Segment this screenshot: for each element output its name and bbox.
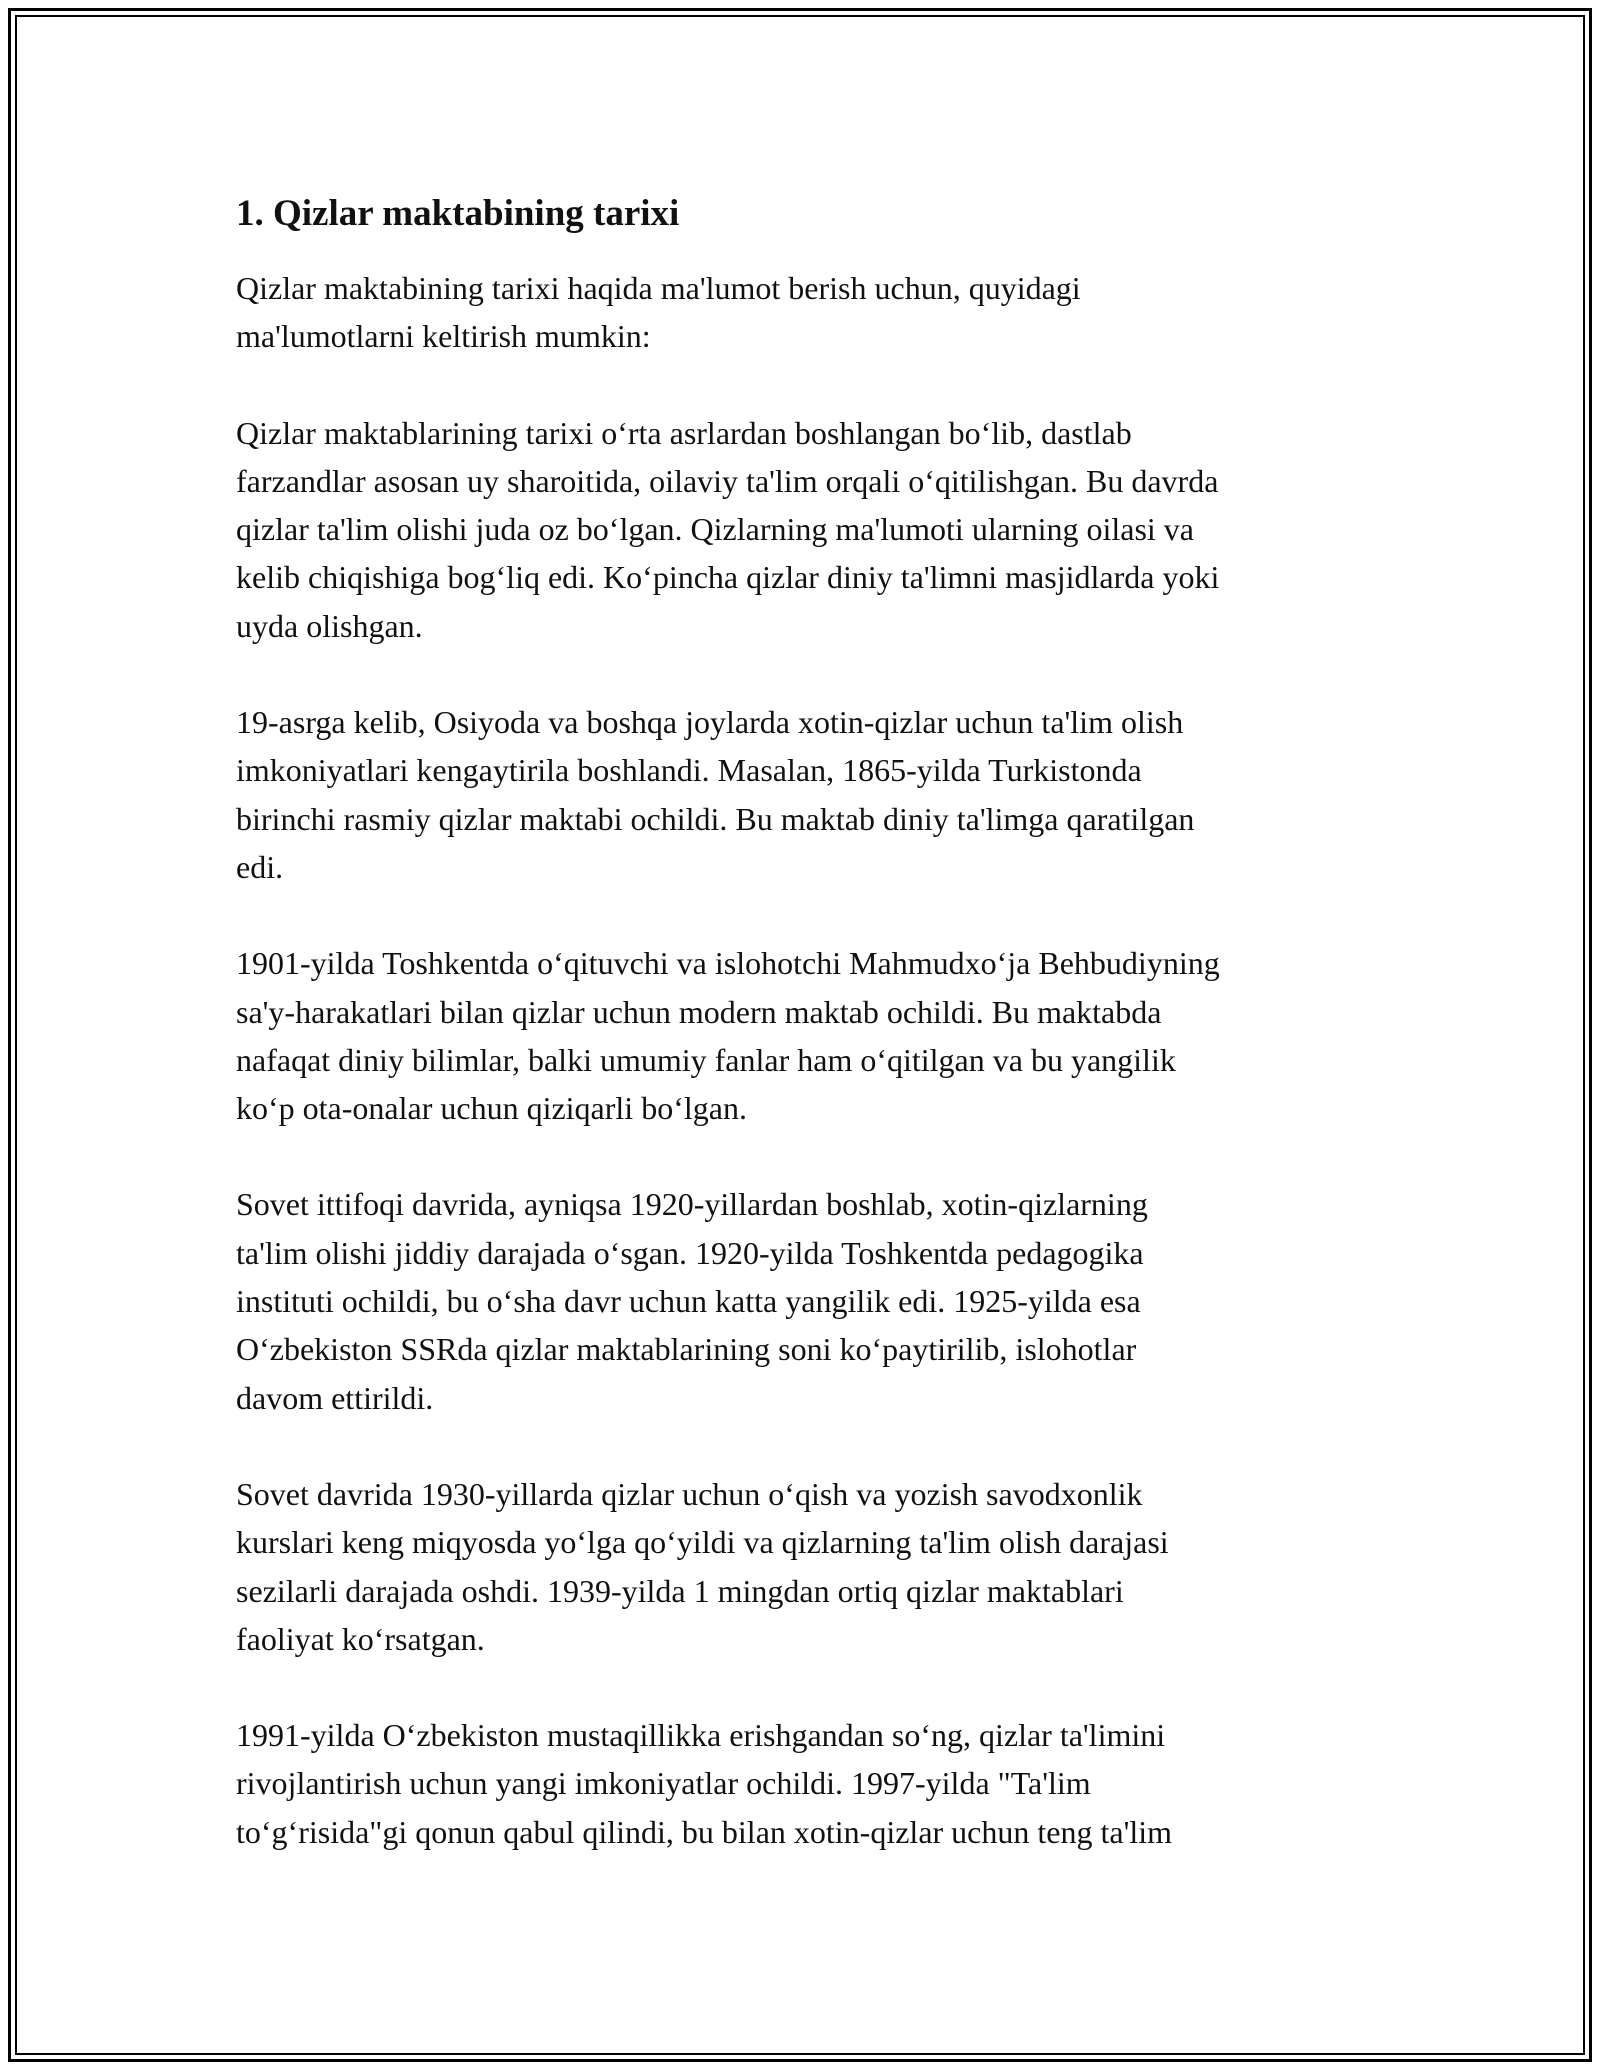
paragraph-19th-century: [236, 698, 1376, 891]
paragraph-line: 1991-yilda O‘zbekiston mustaqillikka erishgandan so‘ng, qizlar ta'limini: [236, 1717, 1166, 1754]
paragraph-line: instituti ochildi, bu o‘sha davr uchun katta yangilik edi. 1925-yilda esa: [236, 1283, 1141, 1320]
paragraph-line: davom ettirildi.: [236, 1379, 434, 1416]
paragraph-line: Qizlar maktablarining tarixi o‘rta asrlardan boshlangan bo‘lib, dastlab: [236, 414, 1132, 451]
paragraph-line: O‘zbekiston SSRda qizlar maktablarining soni ko‘paytirilib, islohotlar: [236, 1331, 1137, 1368]
paragraph-line: qizlar ta'lim olishi juda oz bo‘lgan. Qizlarning ma'lumoti ularning oilasi va: [236, 511, 1194, 548]
paragraph-independence: [236, 1711, 1376, 1856]
paragraph-line: Qizlar maktabining tarixi haqida ma'lumot berish uchun, quyidagi: [236, 270, 1081, 306]
paragraph-soviet-1920s: [236, 1180, 1376, 1421]
paragraph-line: rivojlantirish uchun yangi imkoniyatlar ochildi. 1997-yilda "Ta'lim: [236, 1765, 1091, 1802]
paragraph-line: 19-asrga kelib, Osiyoda va boshqa joylarda xotin-qizlar uchun ta'lim olish: [236, 704, 1184, 741]
paragraph-line: sa'y-harakatlari bilan qizlar uchun modern maktab ochildi. Bu maktabda: [236, 993, 1162, 1030]
paragraph-line: kelib chiqishiga bog‘liq edi. Ko‘pincha qizlar diniy ta'limni masjidlarda yoki: [236, 559, 1220, 596]
paragraph-line: faoliyat ko‘rsatgan.: [236, 1620, 485, 1657]
paragraph-line: ko‘p ota-onalar uchun qiziqarli bo‘lgan.: [236, 1090, 747, 1127]
paragraph-line: kurslari keng miqyosda yo‘lga qo‘yildi va qizlarning ta'lim olish darajasi: [236, 1524, 1169, 1561]
paragraph-line: Sovet ittifoqi davrida, ayniqsa 1920-yillardan boshlab, xotin-qizlarning: [236, 1186, 1148, 1223]
paragraph-line: ta'lim olishi jiddiy darajada o‘sgan. 1920-yilda Toshkentda pedagogika: [236, 1234, 1144, 1271]
paragraph-soviet-1930s: [236, 1470, 1376, 1663]
paragraph-line: to‘g‘risida"gi qonun qabul qilindi, bu bilan xotin-qizlar uchun teng ta'lim: [236, 1813, 1172, 1850]
paragraph-line: edi.: [236, 848, 284, 885]
section-heading: 1. Qizlar maktabining tarixi: [236, 193, 680, 234]
paragraph-line: 1901-yilda Toshkentda o‘qituvchi va islohotchi Mahmudxo‘ja Behbudiyning: [236, 945, 1220, 982]
paragraph-line: nafaqat diniy bilimlar, balki umumiy fanlar ham o‘qitilgan va bu yangilik: [236, 1041, 1176, 1078]
paragraph-line: imkoniyatlari kengaytirila boshlandi. Masalan, 1865-yilda Turkistonda: [236, 752, 1142, 789]
paragraph-line: uyda olishgan.: [236, 607, 423, 644]
paragraph-medieval: [236, 409, 1376, 650]
paragraph-line: sezilarli darajada oshdi. 1939-yilda 1 mingdan ortiq qizlar maktablari: [236, 1572, 1124, 1609]
paragraph-1901: [236, 939, 1376, 1132]
document-content: [236, 186, 1376, 1904]
paragraph-line: farzandlar asosan uy sharoitida, oilaviy ta'lim orqali o‘qitilishgan. Bu davrda: [236, 462, 1219, 499]
paragraph-intro: [236, 264, 1376, 361]
paragraph-line: ma'lumotlarni keltirish mumkin:: [236, 318, 651, 355]
paragraph-line: birinchi rasmiy qizlar maktabi ochildi. Bu maktab diniy ta'limga qaratilgan: [236, 800, 1195, 837]
paragraph-line: Sovet davrida 1930-yillarda qizlar uchun o‘qish va yozish savodxonlik: [236, 1475, 1143, 1512]
